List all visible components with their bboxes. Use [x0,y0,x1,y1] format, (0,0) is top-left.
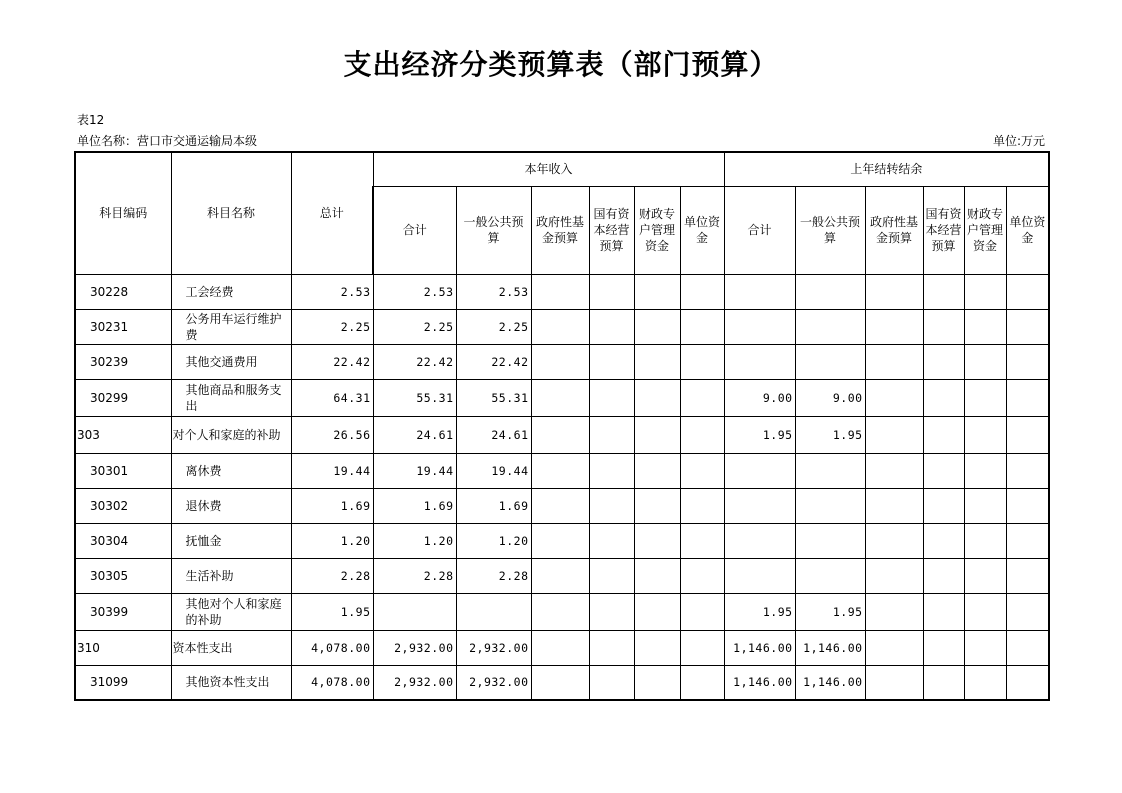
cell-cur-unit [680,593,724,630]
cell-cur-general: 2.25 [456,309,531,344]
cell-carry-govfund [865,630,923,665]
cell-cur-stateowned [589,523,634,558]
cell-carry-total [724,344,795,379]
cell-cur-govfund [531,558,589,593]
cell-cur-special [634,309,680,344]
header-current-income: 本年收入 [373,152,724,186]
cell-total: 1.20 [291,523,373,558]
table-row [75,379,1049,416]
cell-cur-total: 24.61 [373,416,456,453]
cell-cur-general [456,593,531,630]
cell-total: 64.31 [291,379,373,416]
cell-total: 22.42 [291,344,373,379]
cell-carry-govfund [865,593,923,630]
cell-carry-general [795,453,865,488]
cell-carry-govfund [865,309,923,344]
cell-carry-stateowned [923,593,964,630]
table-header [75,152,1049,274]
cell-carry-general [795,558,865,593]
cell-cur-total: 1.69 [373,488,456,523]
cell-code: 30305 [75,558,171,593]
cell-carry-special [964,593,1006,630]
header-carry-govfund: 政府性基金预算 [865,186,923,274]
header-carry-total: 合计 [724,186,795,274]
cell-cur-special [634,665,680,700]
cell-carry-general [795,523,865,558]
cell-carry-stateowned [923,416,964,453]
cell-name: 退休费 [171,488,291,523]
header-carry-unit: 单位资金 [1006,186,1049,274]
cell-carry-general: 1,146.00 [795,665,865,700]
cell-carry-total: 1.95 [724,593,795,630]
cell-carry-special [964,523,1006,558]
cell-carry-general [795,488,865,523]
cell-cur-total: 1.20 [373,523,456,558]
cell-carry-unit [1006,416,1049,453]
cell-carry-unit [1006,558,1049,593]
cell-carry-total [724,488,795,523]
header-cur-unit: 单位资金 [680,186,724,274]
cell-total: 1.95 [291,593,373,630]
cell-carry-total: 1,146.00 [724,665,795,700]
table-row [75,344,1049,379]
cell-cur-general: 2,932.00 [456,630,531,665]
cell-carry-total: 1,146.00 [724,630,795,665]
cell-cur-unit [680,344,724,379]
cell-carry-total [724,453,795,488]
cell-total: 4,078.00 [291,630,373,665]
cell-cur-total: 2.53 [373,274,456,309]
cell-cur-govfund [531,665,589,700]
cell-carry-general: 9.00 [795,379,865,416]
cell-cur-govfund [531,274,589,309]
cell-cur-unit [680,274,724,309]
cell-carry-special [964,416,1006,453]
cell-carry-unit [1006,593,1049,630]
cell-code: 30239 [75,344,171,379]
cell-cur-special [634,416,680,453]
cell-carry-govfund [865,665,923,700]
cell-carry-general [795,344,865,379]
cell-name: 其他资本性支出 [171,665,291,700]
cell-code: 303 [75,416,171,453]
cell-cur-special [634,630,680,665]
cell-carry-stateowned [923,274,964,309]
header-cur-govfund: 政府性基金预算 [531,186,589,274]
cell-carry-govfund [865,488,923,523]
cell-cur-total: 2,932.00 [373,630,456,665]
cell-cur-unit [680,309,724,344]
table-row [75,630,1049,665]
table-row [75,274,1049,309]
cell-total: 1.69 [291,488,373,523]
cell-carry-govfund [865,379,923,416]
cell-total: 19.44 [291,453,373,488]
cell-name: 其他商品和服务支出 [171,379,291,416]
cell-carry-total [724,274,795,309]
cell-carry-govfund [865,344,923,379]
cell-carry-total [724,309,795,344]
cell-carry-unit [1006,344,1049,379]
cell-carry-stateowned [923,665,964,700]
cell-code: 30399 [75,593,171,630]
cell-carry-special [964,630,1006,665]
unit-of-measure: 单位:万元 [992,134,1045,148]
cell-carry-total [724,558,795,593]
cell-cur-stateowned [589,488,634,523]
cell-cur-govfund [531,344,589,379]
cell-carry-unit [1006,630,1049,665]
cell-name: 公务用车运行维护费 [171,309,291,344]
header-cur-stateowned: 国有资本经营预算 [589,186,634,274]
cell-code: 30302 [75,488,171,523]
cell-code: 310 [75,630,171,665]
cell-cur-total [373,593,456,630]
cell-cur-stateowned [589,593,634,630]
cell-name: 离休费 [171,453,291,488]
cell-carry-general: 1.95 [795,593,865,630]
cell-cur-govfund [531,416,589,453]
cell-carry-stateowned [923,523,964,558]
header-carryover: 上年结转结余 [724,152,1049,186]
cell-cur-special [634,274,680,309]
header-cur-general: 一般公共预算 [456,186,531,274]
cell-carry-special [964,665,1006,700]
cell-cur-stateowned [589,665,634,700]
table-body [75,274,1049,700]
header-cur-total: 合计 [373,186,456,274]
table-row [75,523,1049,558]
cell-total: 26.56 [291,416,373,453]
cell-cur-special [634,453,680,488]
cell-cur-general: 1.69 [456,488,531,523]
cell-cur-general: 2.53 [456,274,531,309]
cell-cur-special [634,593,680,630]
cell-carry-total [724,523,795,558]
cell-carry-unit [1006,274,1049,309]
cell-cur-stateowned [589,344,634,379]
cell-cur-total: 22.42 [373,344,456,379]
cell-carry-special [964,453,1006,488]
cell-cur-general: 19.44 [456,453,531,488]
cell-cur-stateowned [589,274,634,309]
cell-total: 2.53 [291,274,373,309]
cell-carry-stateowned [923,344,964,379]
cell-cur-unit [680,453,724,488]
cell-code: 30228 [75,274,171,309]
cell-cur-total: 2.25 [373,309,456,344]
header-name: 科目名称 [171,152,291,274]
cell-carry-stateowned [923,488,964,523]
cell-carry-unit [1006,309,1049,344]
cell-cur-stateowned [589,453,634,488]
cell-cur-govfund [531,309,589,344]
cell-code: 31099 [75,665,171,700]
cell-carry-stateowned [923,379,964,416]
cell-carry-unit [1006,665,1049,700]
cell-carry-general [795,309,865,344]
cell-cur-unit [680,630,724,665]
cell-carry-special [964,379,1006,416]
cell-cur-stateowned [589,630,634,665]
cell-cur-govfund [531,488,589,523]
cell-code: 30304 [75,523,171,558]
table-number: 表12 [77,113,105,127]
cell-cur-special [634,523,680,558]
cell-code: 30301 [75,453,171,488]
cell-total: 4,078.00 [291,665,373,700]
budget-table [74,151,1050,701]
table-row [75,488,1049,523]
unit-name: 单位名称：营口市交通运输局本级 [77,134,258,148]
cell-carry-unit [1006,523,1049,558]
cell-name: 工会经费 [171,274,291,309]
cell-carry-special [964,344,1006,379]
cell-cur-stateowned [589,416,634,453]
cell-cur-unit [680,523,724,558]
cell-cur-govfund [531,453,589,488]
cell-cur-govfund [531,379,589,416]
cell-carry-general [795,274,865,309]
cell-name: 其他对个人和家庭的补助 [171,593,291,630]
cell-carry-govfund [865,416,923,453]
header-code: 科目编码 [75,152,171,274]
table-row [75,453,1049,488]
cell-cur-total: 19.44 [373,453,456,488]
cell-carry-stateowned [923,630,964,665]
cell-cur-total: 2,932.00 [373,665,456,700]
cell-name: 其他交通费用 [171,344,291,379]
cell-cur-general: 1.20 [456,523,531,558]
cell-cur-unit [680,379,724,416]
cell-cur-total: 55.31 [373,379,456,416]
cell-cur-general: 24.61 [456,416,531,453]
cell-carry-special [964,558,1006,593]
page-title: 支出经济分类预算表（部门预算） [343,48,779,81]
cell-name: 抚恤金 [171,523,291,558]
cell-cur-stateowned [589,379,634,416]
cell-cur-unit [680,416,724,453]
cell-cur-special [634,379,680,416]
cell-cur-total: 2.28 [373,558,456,593]
cell-cur-unit [680,558,724,593]
cell-cur-govfund [531,593,589,630]
cell-code: 30299 [75,379,171,416]
cell-cur-special [634,344,680,379]
cell-cur-general: 55.31 [456,379,531,416]
cell-carry-govfund [865,523,923,558]
cell-cur-general: 22.42 [456,344,531,379]
cell-carry-unit [1006,379,1049,416]
cell-carry-special [964,488,1006,523]
cell-carry-total: 1.95 [724,416,795,453]
cell-carry-general: 1,146.00 [795,630,865,665]
cell-carry-special [964,309,1006,344]
cell-cur-unit [680,665,724,700]
cell-code: 30231 [75,309,171,344]
cell-carry-unit [1006,488,1049,523]
cell-total: 2.25 [291,309,373,344]
cell-carry-special [964,274,1006,309]
header-cur-special: 财政专户管理资金 [634,186,680,274]
cell-carry-govfund [865,558,923,593]
header-carry-stateowned: 国有资本经营预算 [923,186,964,274]
cell-cur-stateowned [589,558,634,593]
cell-carry-govfund [865,274,923,309]
cell-name: 生活补助 [171,558,291,593]
cell-name: 资本性支出 [171,630,291,665]
header-carry-general: 一般公共预算 [795,186,865,274]
cell-cur-govfund [531,630,589,665]
cell-carry-stateowned [923,453,964,488]
cell-carry-stateowned [923,558,964,593]
cell-cur-special [634,558,680,593]
cell-cur-govfund [531,523,589,558]
cell-cur-general: 2,932.00 [456,665,531,700]
table-row [75,665,1049,700]
cell-carry-unit [1006,453,1049,488]
cell-carry-general: 1.95 [795,416,865,453]
cell-carry-stateowned [923,309,964,344]
cell-cur-stateowned [589,309,634,344]
table-row [75,593,1049,630]
table-row [75,558,1049,593]
header-carry-special: 财政专户管理资金 [964,186,1006,274]
cell-cur-general: 2.28 [456,558,531,593]
header-total: 总计 [291,152,373,274]
cell-carry-govfund [865,453,923,488]
table-row [75,309,1049,344]
cell-carry-total: 9.00 [724,379,795,416]
table-row [75,416,1049,453]
cell-total: 2.28 [291,558,373,593]
cell-cur-unit [680,488,724,523]
cell-name: 对个人和家庭的补助 [171,416,291,453]
cell-cur-special [634,488,680,523]
